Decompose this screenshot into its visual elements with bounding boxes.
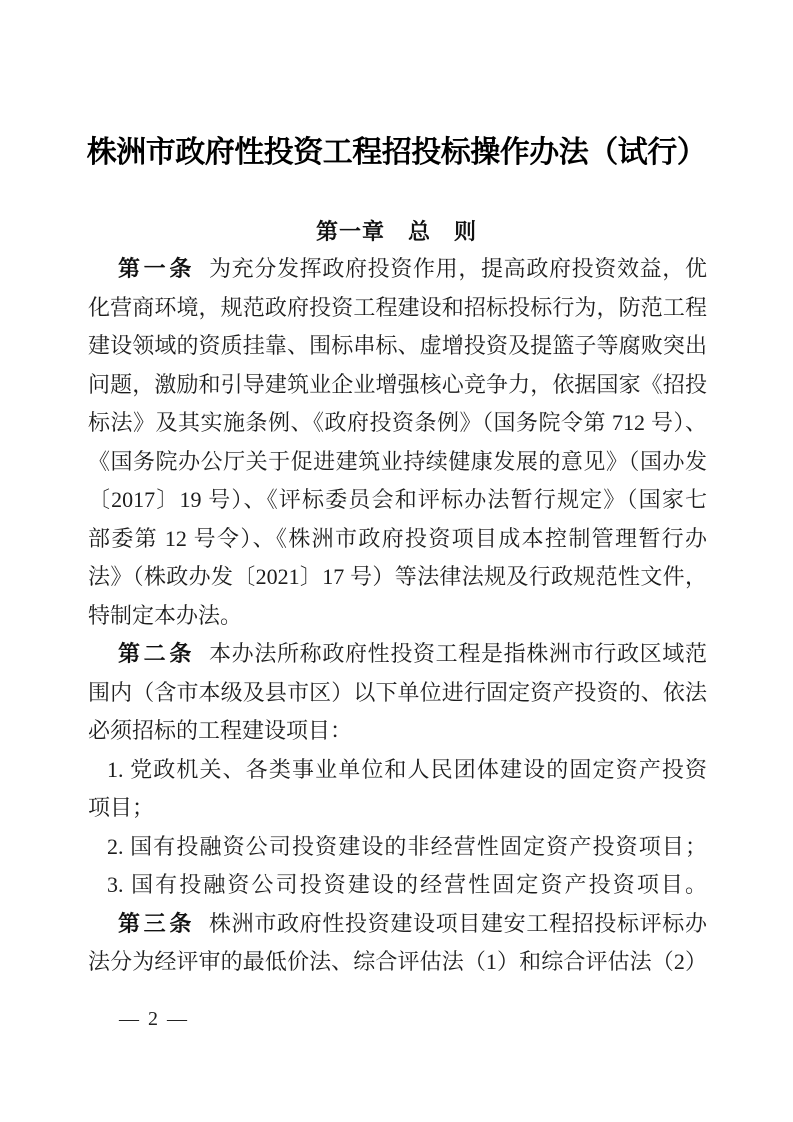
text-line: 法分为经评审的最低价法、综合评估法（1）和综合评估法（2）	[88, 949, 707, 974]
text-line: 3. 国有投融资公司投资建设的经营性固定资产投资项目。	[107, 872, 707, 897]
line-text: 本办法所称政府性投资工程是指株洲市行政区域范	[209, 641, 707, 666]
text-line: 部委第 12 号令）、《株洲市政府投资项目成本控制管理暂行办	[88, 525, 707, 551]
text-line: 标法》及其实施条例、《政府投资条例》（国务院令第 712 号）、	[88, 410, 707, 435]
text-line	[88, 250, 707, 289]
text-line: 必须招标的工程建设项目：	[88, 718, 353, 743]
text-line: 问题，激励和引导建筑业企业增强核心竞争力，依据国家《招投	[88, 371, 707, 397]
chapter-heading: 第一章 总 则	[315, 219, 477, 244]
text-line: 特制定本办法。	[88, 602, 243, 628]
text-line: 《国务院办公厅关于促进建筑业持续健康发展的意见》（国办发	[88, 448, 707, 474]
article-number: 第二条	[118, 641, 195, 666]
document-body	[88, 250, 707, 982]
text-line	[88, 905, 707, 944]
article-number: 第一条	[118, 256, 195, 281]
text-line	[88, 635, 707, 674]
text-line: 1. 党政机关、各类事业单位和人民团体建设的固定资产投资	[107, 756, 707, 782]
document-title: 株洲市政府性投资工程招投标操作办法（试行）	[86, 136, 707, 169]
page-number: — 2 —	[119, 1007, 189, 1030]
text-line: 化营商环境，规范政府投资工程建设和招标投标行为，防范工程	[88, 294, 707, 320]
article-number: 第三条	[118, 910, 195, 936]
text-line: 2. 国有投融资公司投资建设的非经营性固定资产投资项目；	[107, 833, 707, 859]
text-line: 法》（株政办发〔2021〕17 号）等法律法规及行政规范性文件，	[88, 564, 707, 589]
text-line: 〔2017〕19 号）、《评标委员会和评标办法暂行规定》（国家七	[88, 487, 707, 512]
line-text: 为充分发挥政府投资作用，提高政府投资效益，优	[209, 256, 707, 281]
text-line: 围内（含市本级及县市区）以下单位进行固定资产投资的、依法	[88, 679, 707, 705]
line-text: 株洲市政府性投资建设项目建安工程招投标评标办	[209, 910, 707, 936]
text-line: 项目；	[88, 795, 155, 820]
text-line: 建设领域的资质挂靠、围标串标、虚增投资及提篮子等腐败突出	[88, 333, 707, 358]
